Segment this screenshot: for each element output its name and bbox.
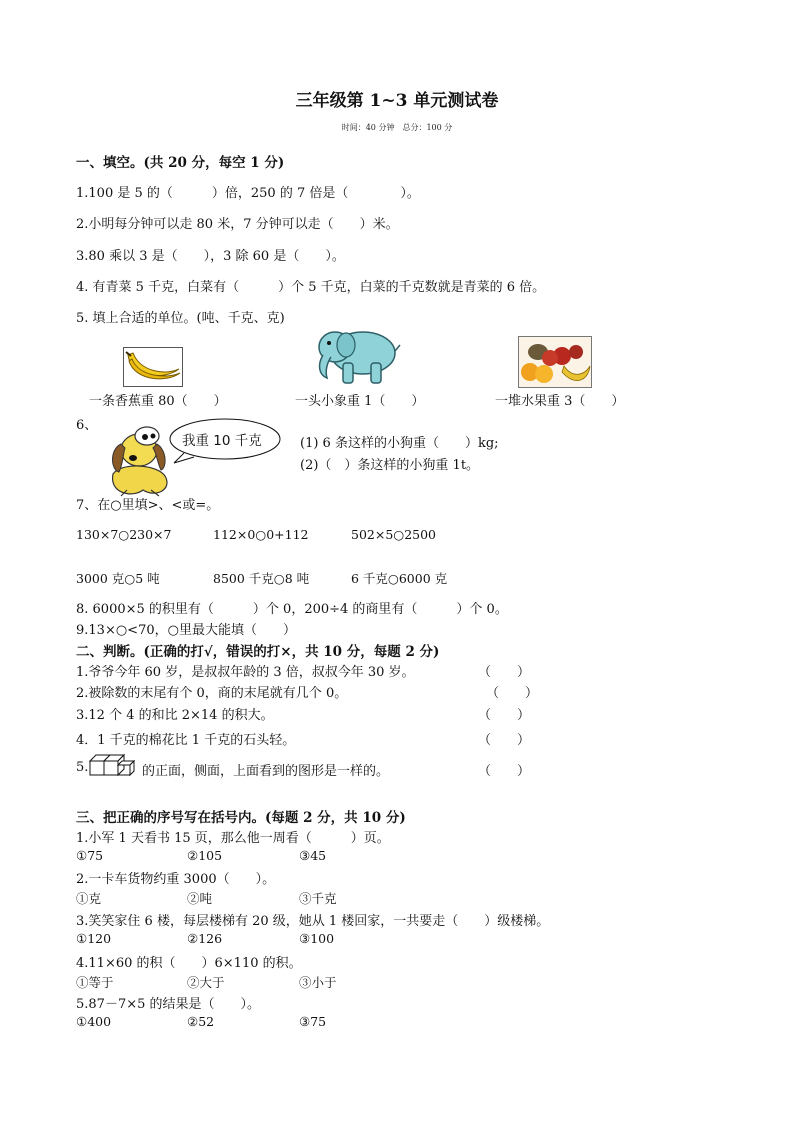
question-1-5: 5. 填上合适的单位。(吨、千克、克) [76, 311, 285, 326]
judge-1: 1.爷爷今年 60 岁，是叔叔年龄的 3 倍，叔叔今年 30 岁。 [76, 665, 415, 680]
dog-question-1: (1) 6 条这样的小狗重（ ）kg; [300, 436, 499, 451]
section1-heading: 一、填空。(共 20 分，每空 1 分) [76, 155, 285, 171]
choice-2-option-b: ②吨 [187, 891, 213, 906]
judge-3: 3.12 个 4 的和比 2×14 的积大。 [76, 708, 274, 723]
compare-4: 3000 克○5 吨 [76, 571, 160, 586]
compare-3: 502×5○2500 [351, 527, 437, 542]
choice-question-5: 5.87－7×5 的结果是（ ）。 [76, 997, 261, 1012]
judge-1-paren: （ ） [478, 665, 531, 680]
question-1-4: 4. 有青菜 5 千克，白菜有（ ）个 5 千克，白菜的千克数就是青菜的 6 倍。 [76, 280, 546, 295]
cubes-figure [88, 749, 138, 779]
judge-5-number: 5. [76, 760, 89, 775]
choice-1-option-c: ③45 [299, 848, 327, 863]
compare-1: 130×7○230×7 [76, 527, 172, 542]
judge-4-paren: （ ） [478, 733, 531, 748]
choice-question-1: 1.小军 1 天看书 15 页，那么他一周看（ ）页。 [76, 831, 390, 846]
choice-1-option-b: ②105 [187, 848, 223, 863]
choice-question-2: 2.一卡车货物约重 3000（ ）。 [76, 872, 276, 887]
question-1-8: 8. 6000×5 的积里有（ ）个 0，200÷4 的商里有（ ）个 0。 [76, 602, 508, 617]
elephant-weight-question: 一头小象重 1（ ） [295, 394, 425, 409]
choice-5-option-c: ③75 [299, 1014, 327, 1029]
banana-image [123, 347, 183, 387]
choice-5-option-a: ①400 [76, 1014, 112, 1029]
compare-6: 6 千克○6000 克 [351, 571, 448, 586]
choice-1-option-a: ①75 [76, 848, 104, 863]
judge-4: 4．1 千克的棉花比 1 千克的石头轻。 [76, 733, 296, 748]
choice-4-option-c: ③小于 [299, 975, 337, 990]
question-1-3: 3.80 乘以 3 是（ ），3 除 60 是（ ）。 [76, 249, 345, 264]
speech-bubble-text: 我重 10 千克 [182, 433, 262, 449]
judge-5-paren: （ ） [478, 764, 531, 779]
section2-heading: 二、判断。(正确的打√，错误的打×，共 10 分，每题 2 分) [76, 644, 440, 660]
choice-question-4: 4.11×60 的积（ ）6×110 的积。 [76, 956, 302, 971]
page-title: 三年级第 1~3 单元测试卷 [295, 91, 499, 111]
compare-2: 112×0○0+112 [213, 527, 309, 542]
fruit-pile-image [518, 336, 592, 388]
judge-3-paren: （ ） [478, 708, 531, 723]
question-1-7: 7、在○里填>、<或=。 [76, 498, 220, 513]
choice-2-option-c: ③千克 [299, 891, 337, 906]
choice-2-option-a: ①克 [76, 891, 102, 906]
compare-5: 8500 千克○8 吨 [213, 571, 310, 586]
question-1-2: 2.小明每分钟可以走 80 米，7 分钟可以走（ ）米。 [76, 217, 399, 232]
elephant-image [313, 323, 401, 387]
question-1-1: 1.100 是 5 的（ ）倍，250 的 7 倍是（ ）。 [76, 186, 420, 201]
choice-4-option-b: ②大于 [187, 975, 225, 990]
banana-weight-question: 一条香蕉重 80（ ） [89, 394, 227, 409]
question-1-9: 9.13×○<70，○里最大能填（ ） [76, 623, 296, 638]
choice-3-option-a: ①120 [76, 931, 112, 946]
dog-image [103, 424, 177, 498]
choice-3-option-b: ②126 [187, 931, 223, 946]
judge-2: 2.被除数的末尾有个 0，商的末尾就有几个 0。 [76, 686, 348, 701]
dog-question-2: (2)（ ）条这样的小狗重 1t。 [300, 458, 480, 473]
choice-3-option-c: ③100 [299, 931, 335, 946]
judge-2-paren: （ ） [486, 686, 539, 701]
judge-5: 的正面，侧面，上面看到的图形是一样的。 [142, 764, 390, 779]
exam-info: 时间：40 分钟 总分：100 分 [341, 123, 453, 132]
fruit-weight-question: 一堆水果重 3（ ） [495, 394, 625, 409]
choice-4-option-a: ①等于 [76, 975, 114, 990]
choice-question-3: 3.笑笑家住 6 楼，每层楼梯有 20 级，她从 1 楼回家，一共要走（ ）级楼梯。 [76, 914, 550, 929]
choice-5-option-b: ②52 [187, 1014, 215, 1029]
question-1-6-label: 6、 [76, 418, 98, 433]
section3-heading: 三、把正确的序号写在括号内。(每题 2 分，共 10 分) [76, 810, 406, 826]
